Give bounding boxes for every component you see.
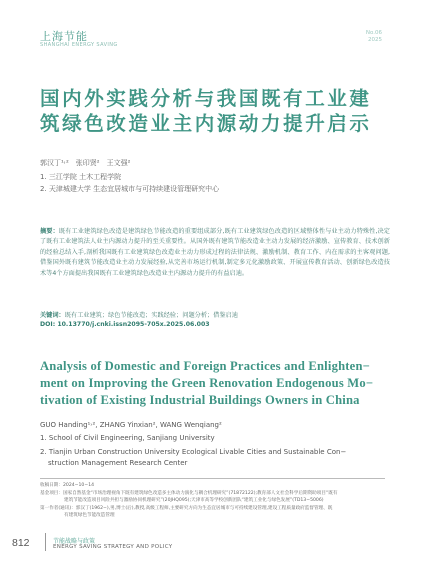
section-name-english: ENERGY SAVING STRATEGY AND POLICY	[53, 544, 173, 550]
chinese-keywords	[40, 310, 390, 319]
page-number: 812	[12, 537, 30, 549]
fund-label: 基金项目：	[40, 490, 63, 496]
fund-text: 国家自然基金“市场治理视角下既有建筑绿色改造多主体动力演化与耦合机理研究”(71872122);教育部人文社会科学后期资助项目“既有	[62, 490, 338, 496]
chinese-title: 国内外实践分析与我国既有工业建筑绿色改造业主内源动力提升启示	[40, 87, 372, 135]
journal-title: 上海节能	[40, 30, 88, 43]
footnotes	[40, 482, 385, 520]
author-note-text: 郭汉丁(1962−),男,博士(后),教授,高级工程师,主要研究方向为生态宜居城市与可持续建设管理,建设工程质量政府监督管理、既	[75, 505, 333, 511]
english-title-line: Analysis of Domestic and Foreign Practices and Enlighten−	[40, 359, 371, 373]
issue-year: 2025	[368, 37, 382, 43]
keywords-label: 关键词：	[40, 312, 65, 319]
footer-divider	[45, 533, 46, 551]
section-name-chinese: 节能战略与政策	[53, 538, 96, 545]
english-affiliation-1: 1. School of Civil Engineering, Sanjiang University	[40, 434, 215, 442]
chinese-affiliation-2: 2. 天津城建大学 生态宜居城市与可持续建设管理研究中心	[40, 185, 220, 193]
keywords-text: 既有工业建筑；绿色节能改造；实践经验；问题分析；借鉴启迪	[64, 312, 238, 319]
abstract-text: 既有工业建筑绿色改造是建筑绿色节能改造的重要组成部分,既有工业建筑绿色改造的区域整体性与业主动力特殊性,决定了既有工业建筑法人业主内源动力提升的至关重要性。从国外既有建筑节能改造业主动力发展的经济激励、宣传教育、技术创新的经验总结入手,剖析我国既有工业建筑绿色改造业主动力形成过程的法律法规、激励机制、教育工作、内在需求的主客观问题,借鉴国外既有建筑节能改造业主动力发展经验,从完善市场运行机制,制定多元化激励政策、开展宣传教育活动、创新绿色改造技术等4个方面提出我国既有工业建筑绿色改造业主内源动力提升的有益启迪。	[40, 228, 390, 277]
abstract-label: 摘要：	[40, 228, 59, 235]
footnote-divider	[40, 478, 385, 479]
fund-text-continued: 建筑节能改造项目风险共担与激励协同机理研究”(20JHQ095);天津市高等学校创新团队“建筑工业化与绿色发展”(TD13−5006)	[64, 498, 324, 504]
english-affiliation-2	[40, 447, 385, 469]
chinese-abstract	[40, 227, 390, 279]
doi[interactable]: DOI: 10.13770/j.cnki.issn2095-705x.2025.06.003	[40, 321, 210, 328]
chinese-affiliation-1: 1. 三江学院 土木工程学院	[40, 173, 122, 181]
chinese-authors: 郭汉丁¹˒² 张印贤² 王文强²	[40, 159, 131, 167]
author-note-label: 第一作者(通讯)：	[40, 505, 76, 511]
author-note	[40, 505, 385, 513]
english-affiliation-2-line: 2. Tianjin Urban Construction University Ecological Livable Cities and Sustainable Con−	[40, 448, 347, 456]
english-title-line: tivation of Existing Industrial Buildings Owners in China	[40, 393, 360, 407]
received-date: 收稿日期：2024−10−14	[40, 483, 95, 488]
english-authors: GUO Handing¹˒², ZHANG Yinxian², WANG Wenqiang²	[40, 421, 222, 429]
author-note-continued: 有建筑绿色节能改造管理	[64, 513, 115, 519]
journal-subtitle: SHANGHAI ENERGY SAVING	[40, 42, 118, 48]
english-title	[40, 358, 385, 409]
issue-number: No.06	[365, 30, 382, 36]
english-affiliation-2-line: struction Management Research Center	[48, 459, 188, 467]
fund-note	[40, 490, 385, 498]
english-title-line: ment on Improving the Green Renovation Endogenous Mo−	[40, 376, 374, 390]
